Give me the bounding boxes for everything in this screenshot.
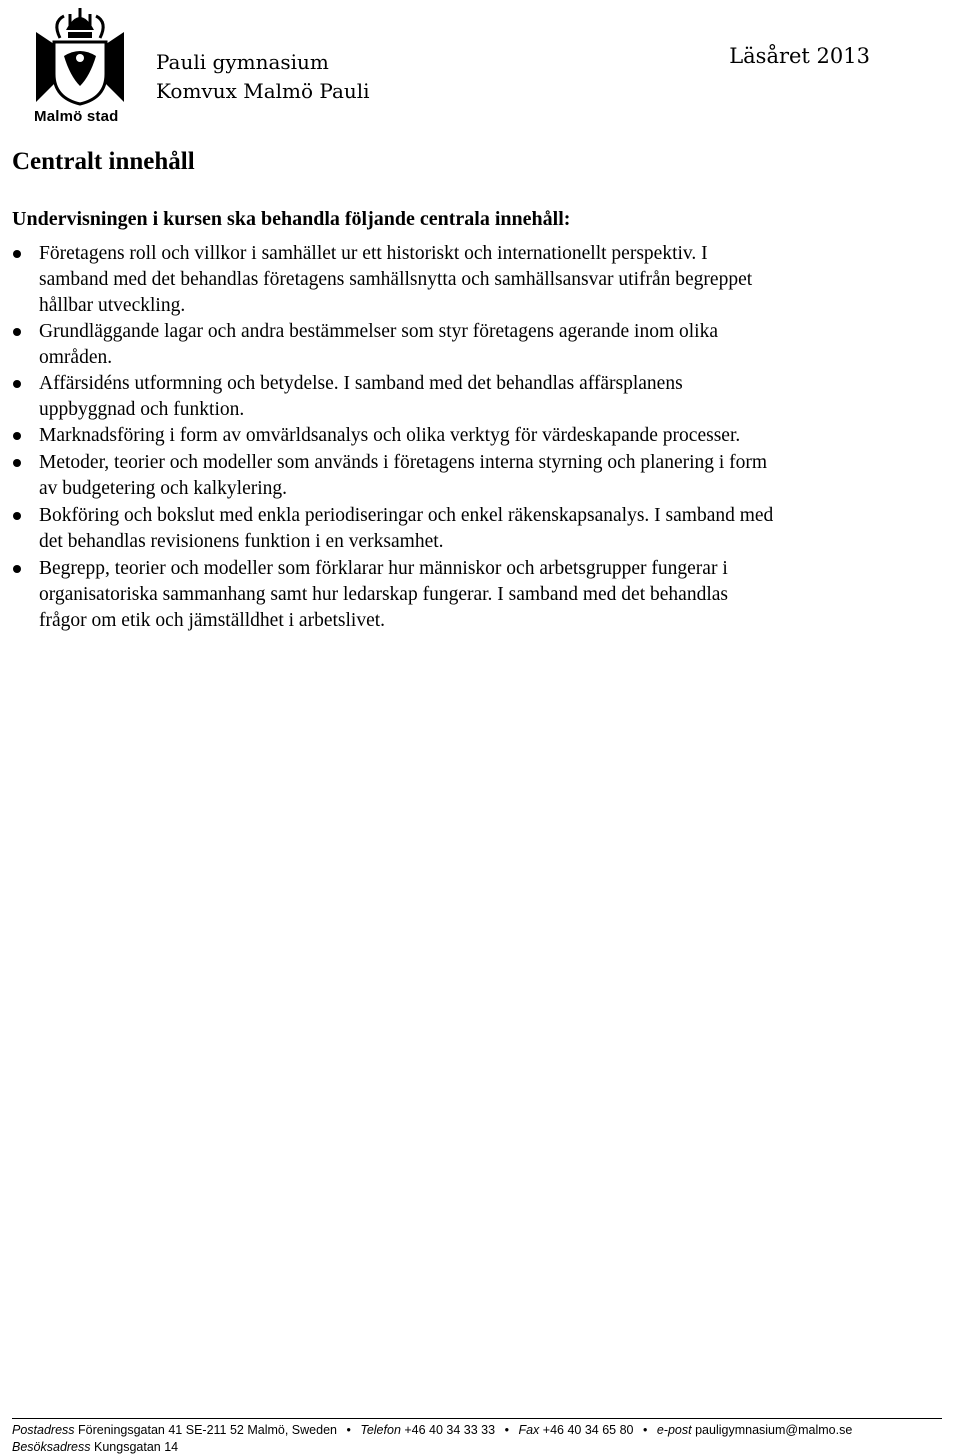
visit-label: Besöksadress [12, 1440, 91, 1454]
page-footer [12, 1418, 942, 1456]
email-address[interactable]: pauligymnasium@malmo.se [695, 1423, 853, 1437]
school-name-2: Komvux Malmö Pauli [156, 79, 370, 103]
email-label: e-post [656, 1423, 692, 1437]
footer-visit-row [12, 1439, 942, 1456]
list-item: Affärsidéns utformning och betydelse. I samband med det behandlas affärsplanens uppbyggnad och funktion. [12, 371, 912, 423]
separator: • [642, 1423, 648, 1437]
fax-number: +46 40 34 65 80 [542, 1423, 634, 1437]
city-crest-icon [30, 2, 130, 106]
list-item: Bokföring och bokslut med enkla periodiseringar och enkel räkenskapsanalys. I samband med det behandlas revisionens funktion i en verksamhet. [12, 503, 912, 555]
list-item: Begrepp, teorier och modeller som förklarar hur människor och arbetsgrupper fungerar i organisatoriska sammanhang samt hur ledarskap fungerar. I samband med det behandlas frågor om etik och jämställdhet i arbetslivet. [12, 556, 912, 634]
school-names [156, 48, 370, 106]
postal-address: Föreningsgatan 41 SE-211 52 Malmö, Sweden [78, 1423, 337, 1437]
postal-label: Postadress [12, 1423, 75, 1437]
content-list [12, 241, 912, 634]
phone-number: +46 40 34 33 33 [404, 1423, 496, 1437]
list-item: Marknadsföring i form av omvärldsanalys och olika verktyg för värdeskapande processer. [12, 423, 912, 449]
section-intro: Undervisningen i kursen ska behandla följande centrala innehåll: [12, 208, 571, 230]
footer-contact-row [12, 1422, 942, 1439]
section-title: Centralt innehåll [12, 148, 195, 175]
list-item: Företagens roll och villkor i samhället ur ett historiskt och internationellt perspektiv. I samband med det behandlas företagens samhällsnytta och samhällsansvar utifrån begreppet hållbar utveckling. [12, 241, 912, 319]
school-year: Läsåret 2013 [729, 44, 870, 68]
separator: • [504, 1423, 509, 1437]
phone-label: Telefon [360, 1423, 401, 1437]
school-name-1: Pauli gymnasium [156, 50, 329, 74]
separator: • [346, 1423, 351, 1437]
list-item: Grundläggande lagar och andra bestämmelser som styr företagens agerande inom olika områden. [12, 319, 912, 371]
fax-label: Fax [518, 1423, 540, 1437]
logo-text: Malmö stad [34, 108, 119, 125]
malmo-stad-logo [30, 2, 130, 126]
visit-address: Kungsgatan 14 [94, 1440, 179, 1454]
list-item: Metoder, teorier och modeller som används i företagens interna styrning och planering i form av budgetering och kalkylering. [12, 450, 912, 502]
